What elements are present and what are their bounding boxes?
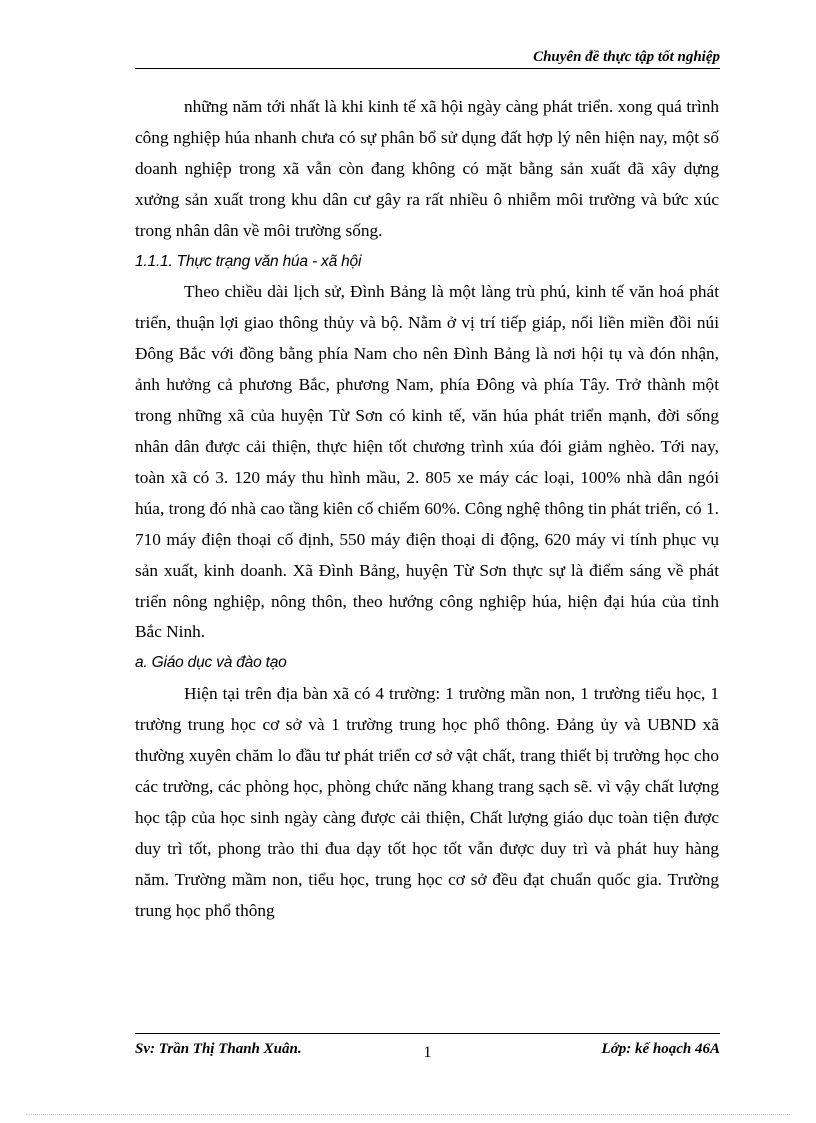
page-number: 1 (423, 1044, 432, 1061)
page-footer (135, 1033, 720, 1074)
footer-class: Lớp: kế hoạch 46A (601, 1041, 720, 1057)
footer-student: Sv: Trần Thị Thanh Xuân. (135, 1041, 302, 1057)
paragraph-culture: Theo chiều dài lịch sử, Đình Bảng là một làng trù phú, kinh tế văn hoá phát triển, thuận lợi giao thông thủy và bộ. Nằm ở vị trí tiếp giáp, nối liền miền đồi núi Đông Bắc với đồng bằng phía Nam cho nên Đình Bảng là nơi hội tụ và đón nhận, ảnh hưởng cả phương Bắc, phương Nam, phía Đông và phía Tây. Trở thành một trong những xã của huyện Từ Sơn có kinh tế, văn húa phát triển mạnh, đời sống nhân dân được cải thiện, thực hiện tốt chương trình xúa đói giảm nghèo. Tới nay, toàn xã có 3. 120 máy thu hình mầu, 2. 805 xe máy các loại, 100% nhà dân ngói húa, trong đó nhà cao tầng kiên cố chiếm 60%. Công nghệ thông tin phát triển, có 1. 710 máy điện thoại cố định, 550 máy điện thoại di động, 620 máy vi tính phục vụ sản xuất, kinh doanh. Xã Đình Bảng, huyện Từ Sơn thực sự là điểm sáng về phát triển nông nghiệp, nông thôn, theo hướng công nghiệp húa, hiện đại húa của tỉnh Bắc Ninh. (135, 282, 719, 642)
paragraph-intro: những năm tới nhất là khi kinh tế xã hội ngày càng phát triển. xong quá trình công nghiệp húa nhanh chưa có sự phân bổ sử dụng đất hợp lý nên hiện nay, một số doanh nghiệp trong xã vẫn còn đang không có mặt bằng sản xuất đã xây dựng xưởng sản xuất trong khu dân cư gây ra rất nhiều ô nhiễm môi trường và bức xúc trong nhân dân về môi trường sống. (135, 97, 719, 240)
page-body (135, 92, 719, 926)
page-bottom-divider (26, 1114, 790, 1115)
section-heading-culture: 1.1.1. Thực trạng văn húa - xã hội (135, 252, 362, 270)
header-title: Chuyên đề thực tập tốt nghiệp (533, 49, 720, 65)
paragraph-education: Hiện tại trên địa bàn xã có 4 trường: 1 trường mần non, 1 trường tiểu học, 1 trường trung học cơ sở và 1 trường trung học phổ thông. Đảng ủy và UBND xã thường xuyên chăm lo đầu tư phát triển cơ sở vật chất, trang thiết bị trường học cho các trường, các phòng học, phòng chức năng khang trang sạch sẽ. vì vậy chất lượng học tập của học sinh ngày càng được cải thiện, Chất lượng giáo dục toàn tiện được duy trì tốt, phong trào thi đua dạy tốt học tốt vẫn được duy trì và phát huy hàng năm. Trường mầm non, tiểu học, trung học cơ sở đều đạt chuẩn quốc gia. Trường trung học phổ thông (135, 684, 719, 920)
section-heading-education: a. Giáo dục và đào tạo (135, 654, 287, 672)
page-header (135, 46, 720, 69)
